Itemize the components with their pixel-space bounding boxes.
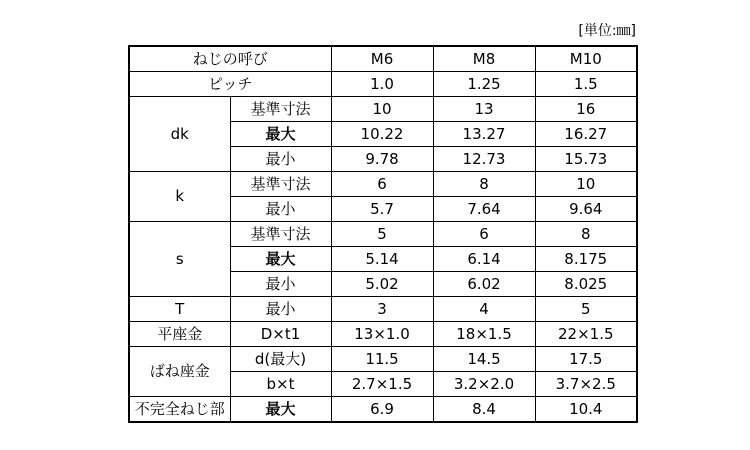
table-row xyxy=(129,46,637,72)
sub-label: 最大 xyxy=(230,122,331,147)
table-cell: 7.64 xyxy=(433,197,535,222)
table-row xyxy=(129,347,637,372)
table-cell: 18×1.5 xyxy=(433,322,535,347)
group-label-incomplete-thread: 不完全ねじ部 xyxy=(129,397,230,423)
table-cell: 5.7 xyxy=(331,197,433,222)
group-label-spring-washer: ばね座金 xyxy=(129,347,230,397)
table-cell: 15.73 xyxy=(535,147,637,172)
sub-label: 最大 xyxy=(230,247,331,272)
group-label-dk: dk xyxy=(129,97,230,172)
table-cell: 8.175 xyxy=(535,247,637,272)
table-cell: 9.64 xyxy=(535,197,637,222)
table-cell: 3.2×2.0 xyxy=(433,372,535,397)
table-cell: 8.4 xyxy=(433,397,535,423)
table-cell: 3 xyxy=(331,297,433,322)
sub-label: d(最大) xyxy=(230,347,331,372)
table-cell: 1.5 xyxy=(535,72,637,97)
table-cell: 13 xyxy=(433,97,535,122)
table-row xyxy=(129,72,637,97)
sub-label: 基準寸法 xyxy=(230,97,331,122)
table-row xyxy=(129,397,637,423)
table-cell: 13×1.0 xyxy=(331,322,433,347)
table-cell: 6 xyxy=(433,222,535,247)
sub-label: 最小 xyxy=(230,272,331,297)
table-cell: 14.5 xyxy=(433,347,535,372)
screw-spec-table xyxy=(128,45,638,423)
size-header: M8 xyxy=(433,46,535,72)
table-cell: 9.78 xyxy=(331,147,433,172)
table-cell: 4 xyxy=(433,297,535,322)
table-cell: 16.27 xyxy=(535,122,637,147)
sub-label: 基準寸法 xyxy=(230,172,331,197)
table-cell: 8.025 xyxy=(535,272,637,297)
header-label: ねじの呼び xyxy=(129,46,331,72)
table-cell: 6.14 xyxy=(433,247,535,272)
table-cell: 3.7×2.5 xyxy=(535,372,637,397)
table-row xyxy=(129,322,637,347)
table-cell: 5.14 xyxy=(331,247,433,272)
table-row xyxy=(129,172,637,197)
table-cell: 8 xyxy=(433,172,535,197)
sub-label: 最小 xyxy=(230,147,331,172)
table-cell: 11.5 xyxy=(331,347,433,372)
table-cell: 22×1.5 xyxy=(535,322,637,347)
table-cell: 12.73 xyxy=(433,147,535,172)
table-cell: 8 xyxy=(535,222,637,247)
sub-label: D×t1 xyxy=(230,322,331,347)
table-cell: 6.02 xyxy=(433,272,535,297)
table-cell: 1.25 xyxy=(433,72,535,97)
size-header: M6 xyxy=(331,46,433,72)
sub-label: 最小 xyxy=(230,297,331,322)
size-header: M10 xyxy=(535,46,637,72)
group-label-t: T xyxy=(129,297,230,322)
table-cell: 6 xyxy=(331,172,433,197)
group-label-k: k xyxy=(129,172,230,222)
unit-label: [単位:㎜] xyxy=(578,23,636,39)
table-cell: 2.7×1.5 xyxy=(331,372,433,397)
table-cell: 17.5 xyxy=(535,347,637,372)
sub-label: b×t xyxy=(230,372,331,397)
table-cell: 10.4 xyxy=(535,397,637,423)
table-cell: 16 xyxy=(535,97,637,122)
group-label-s: s xyxy=(129,222,230,297)
table-cell: 10.22 xyxy=(331,122,433,147)
table-cell: 10 xyxy=(535,172,637,197)
table-cell: 5 xyxy=(331,222,433,247)
table-row xyxy=(129,222,637,247)
table-cell: 13.27 xyxy=(433,122,535,147)
table-cell: 5 xyxy=(535,297,637,322)
table-cell: 1.0 xyxy=(331,72,433,97)
table-row xyxy=(129,97,637,122)
table-cell: 5.02 xyxy=(331,272,433,297)
row-label-pitch: ピッチ xyxy=(129,72,331,97)
table-row xyxy=(129,297,637,322)
sub-label: 基準寸法 xyxy=(230,222,331,247)
group-label-flat-washer: 平座金 xyxy=(129,322,230,347)
sub-label: 最小 xyxy=(230,197,331,222)
table-cell: 6.9 xyxy=(331,397,433,423)
sub-label: 最大 xyxy=(230,397,331,423)
table-cell: 10 xyxy=(331,97,433,122)
